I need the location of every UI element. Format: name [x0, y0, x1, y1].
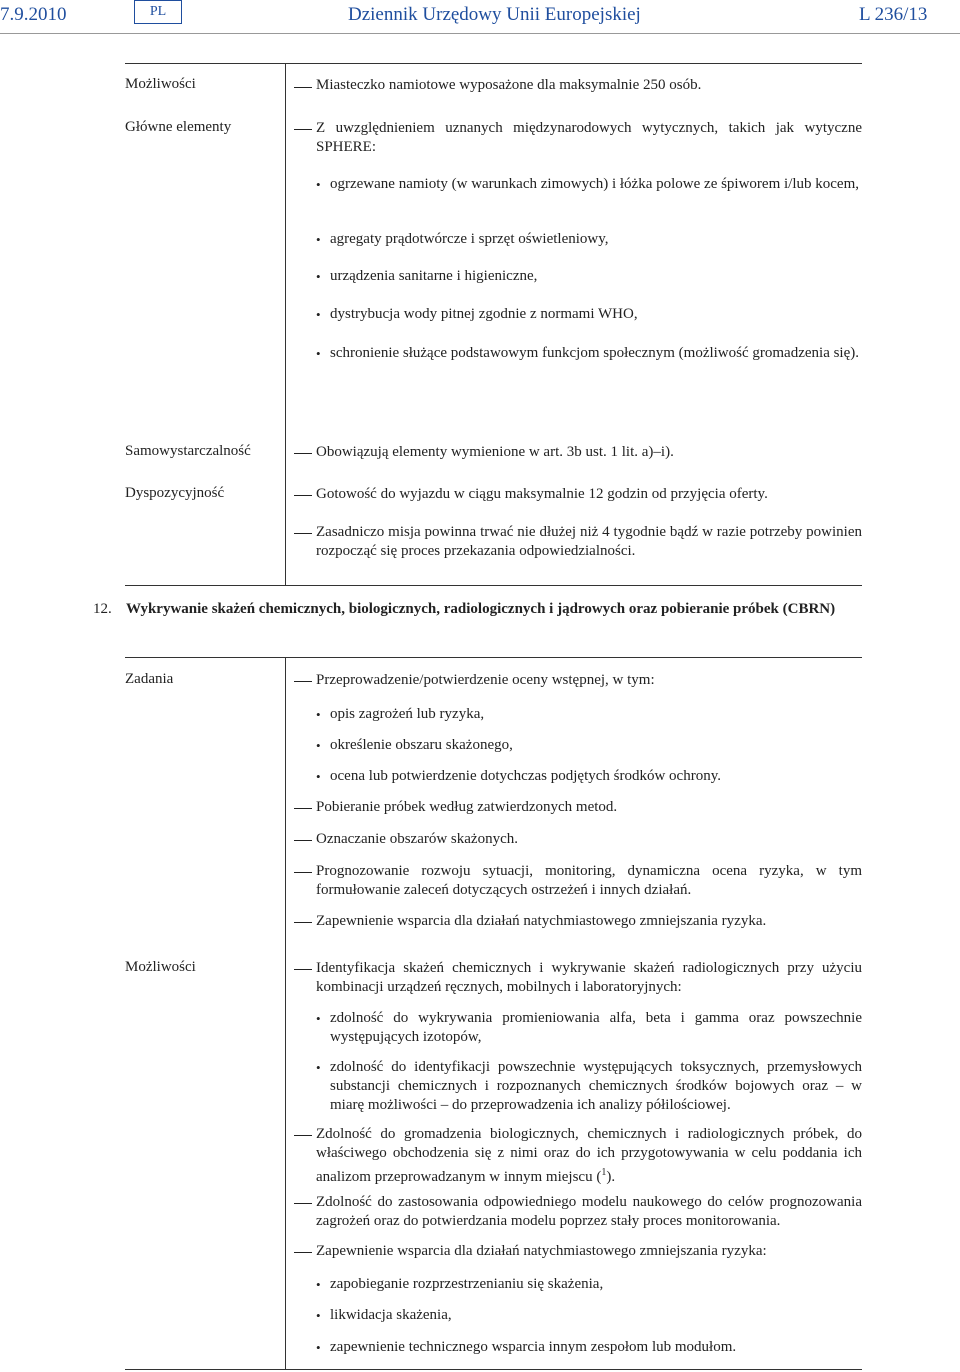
list-item: urządzenia sanitarne i higieniczne, [330, 268, 538, 284]
row-label-capabilities: Możliwości [125, 76, 196, 92]
header-divider [0, 33, 960, 34]
list-item: Gotowość do wyjazdu w ciągu maksymalnie 12 godzin od przyjęcia oferty. [316, 486, 768, 502]
capabilities-text: Miasteczko namiotowe wyposażone dla maksymalnie 250 osób. [316, 77, 702, 93]
capability-text-end: ). [606, 1169, 616, 1185]
list-item: Zapewnienie wsparcia dla działań natychmiastowego zmniejszania ryzyka. [316, 913, 767, 929]
bullet-marker: • [316, 1011, 321, 1026]
dash-marker [294, 533, 312, 534]
table-top-rule [125, 657, 862, 658]
table-column-divider [285, 63, 286, 585]
dash-marker [294, 1135, 312, 1136]
section-number: 12. [93, 601, 112, 617]
list-item: likwidacja skażenia, [330, 1307, 452, 1323]
row-label-self-sufficiency: Samowystarczalność [125, 443, 251, 459]
list-item: określenie obszaru skażonego, [330, 737, 513, 753]
bullet-marker: • [316, 769, 321, 784]
row-label-main-elements: Główne elementy [125, 119, 232, 135]
section-heading [93, 600, 863, 619]
bullet-marker: • [316, 707, 321, 722]
table-top-rule [125, 63, 862, 64]
dash-marker [294, 495, 312, 496]
list-item: zapewnienie technicznego wsparcia innym zespołom lub modułom. [330, 1339, 737, 1355]
list-item: Zapewnienie wsparcia dla działań natychmiastowego zmniejszania ryzyka: [316, 1243, 767, 1259]
table-bottom-rule [125, 585, 862, 586]
bullet-marker: • [316, 1060, 321, 1075]
dash-marker [294, 1252, 312, 1253]
table-column-divider [285, 657, 286, 1369]
list-item: Zdolność do zastosowania odpowiedniego modelu naukowego do celów prognozowania zagrożeń oraz do potwierdzania modelu poprzez stały proces monitorowania. [316, 1194, 862, 1229]
dash-marker [294, 922, 312, 923]
row-label-availability: Dyspozycyjność [125, 485, 225, 501]
table-bottom-rule [125, 1369, 862, 1370]
bullet-marker: • [316, 269, 321, 284]
header-language-box: PL [134, 0, 182, 24]
list-item: dystrybucja wody pitnej zgodnie z normami WHO, [330, 306, 638, 322]
row-label-capabilities: Możliwości [125, 959, 196, 975]
dash-marker [294, 840, 312, 841]
capabilities-intro: Identyfikacja skażeń chemicznych i wykrywanie skażeń radiologicznych przy użyciu kombinacji urządzeń ręcznych, mobilnych i laboratoryjnych: [316, 960, 862, 995]
dash-marker [294, 808, 312, 809]
list-item: Oznaczanie obszarów skażonych. [316, 831, 518, 847]
tasks-intro: Przeprowadzenie/potwierdzenie oceny wstępnej, w tym: [316, 672, 655, 688]
list-item: opis zagrożeń lub ryzyka, [330, 706, 485, 722]
page-header [0, 0, 960, 34]
bullet-marker: • [316, 307, 321, 322]
list-item: Prognozowanie rozwoju sytuacji, monitoring, dynamiczna ocena ryzyka, w tym formułowanie zaleceń dotyczących ostrzeżeń i innych działań. [316, 863, 862, 898]
header-reference: L 236/13 [859, 4, 928, 25]
bullet-marker: • [316, 1277, 321, 1292]
bullet-marker: • [316, 346, 321, 361]
section-title: Wykrywanie skażeń chemicznych, biologicznych, radiologicznych i jądrowych oraz pobieranie próbek (CBRN) [126, 601, 836, 617]
bullet-marker: • [316, 232, 321, 247]
dash-marker [294, 872, 312, 873]
list-item: Pobieranie próbek według zatwierdzonych metod. [316, 799, 618, 815]
dash-marker [294, 681, 312, 682]
bullet-marker: • [316, 1308, 321, 1323]
bullet-marker: • [316, 177, 321, 192]
footnote-reference: 1 [601, 1167, 607, 1178]
dash-marker [294, 1203, 312, 1204]
self-sufficiency-text: Obowiązują elementy wymienione w art. 3b ust. 1 lit. a)–i). [316, 444, 674, 460]
list-item [316, 1125, 862, 1187]
list-item: schronienie służące podstawowym funkcjom społecznym (możliwość gromadzenia się). [330, 345, 860, 361]
list-item: zapobieganie rozprzestrzenianiu się skażenia, [330, 1276, 604, 1292]
header-date: 7.9.2010 [0, 4, 67, 25]
list-item: zdolność do identyfikacji powszechnie występujących toksycznych, przemysłowych substancji chemicznych i rozpoznanych chemicznych środków bojowych oraz – w miarę możliwości – do przeprowadzenia ich analizy półilościowej. [330, 1059, 862, 1113]
capability-text: Zdolność do gromadzenia biologicznych, chemicznych i radiologicznych próbek, do właściwego obchodzenia się z nimi oraz do ich przygotowywania w celu poddania ich analizom przeprowadzanym w innym miejscu ( [316, 1126, 862, 1185]
list-item: agregaty prądotwórcze i sprzęt oświetleniowy, [330, 231, 609, 247]
bullet-marker: • [316, 738, 321, 753]
header-journal-title: Dziennik Urzędowy Unii Europejskiej [348, 4, 641, 25]
list-item: Zasadniczo misja powinna trwać nie dłużej niż 4 tygodnie bądź w razie potrzeby powinien rozpocząć się proces przekazania odpowiedzialności. [316, 524, 862, 559]
list-item: ocena lub potwierdzenie dotychczas podjętych środków ochrony. [330, 768, 721, 784]
dash-marker [294, 87, 312, 88]
main-elements-intro: Z uwzględnieniem uznanych międzynarodowych wytycznych, takich jak wytyczne SPHERE: [316, 120, 862, 155]
dash-marker [294, 453, 312, 454]
list-item: zdolność do wykrywania promieniowania alfa, beta i gamma oraz powszechnie występujących izotopów, [330, 1010, 862, 1045]
dash-marker [294, 129, 312, 130]
dash-marker [294, 969, 312, 970]
bullet-marker: • [316, 1340, 321, 1355]
list-item: ogrzewane namioty (w warunkach zimowych) i łóżka polowe ze śpiworem i/lub kocem, [330, 176, 859, 192]
row-label-tasks: Zadania [125, 671, 174, 687]
